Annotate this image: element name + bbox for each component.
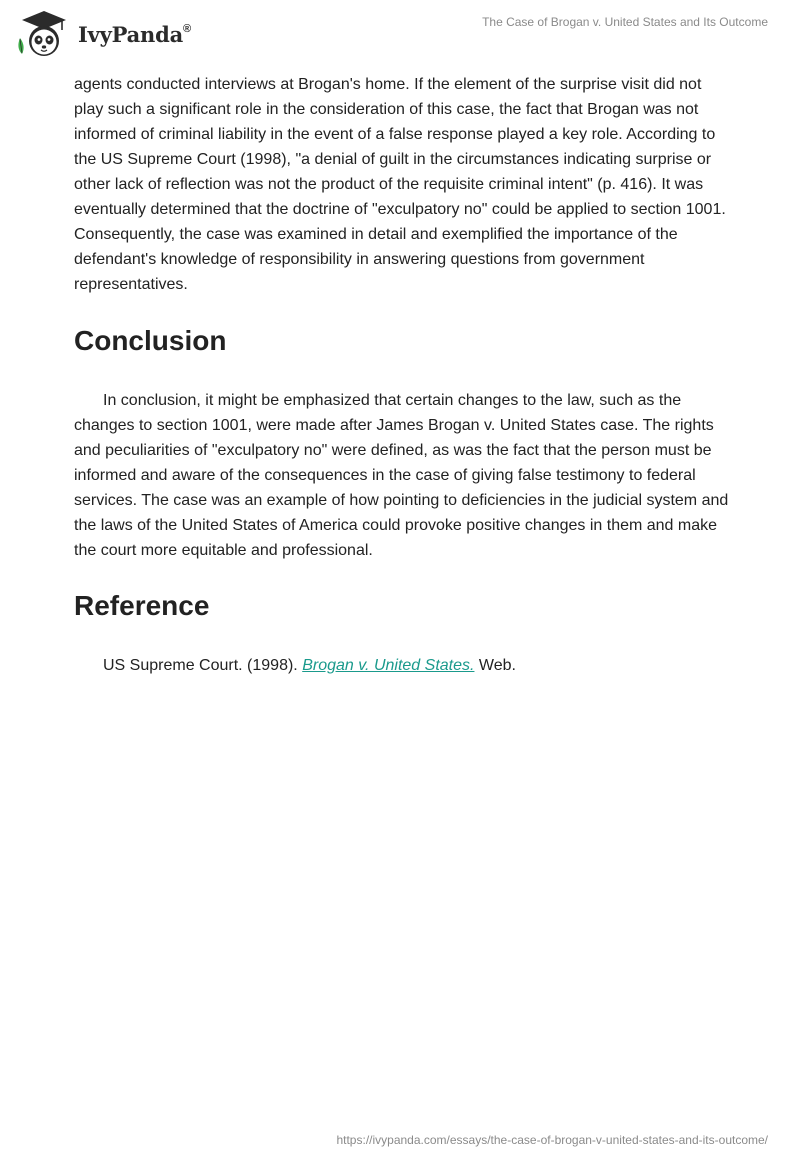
- reference-entry: [74, 653, 734, 678]
- footer-url[interactable]: https://ivypanda.com/essays/the-case-of-brogan-v-united-states-and-its-outcome/: [336, 1133, 768, 1147]
- document-title: The Case of Brogan v. United States and Its Outcome: [482, 15, 768, 29]
- panda-graduate-icon: [14, 8, 74, 60]
- logo-text: IvyPanda®: [78, 22, 191, 47]
- continued-paragraph: agents conducted interviews at Brogan's home. If the element of the surprise visit did not play such a significant role in the consideration of this case, the fact that Brogan was not informed of criminal liability in the event of a false response played a key role. According to the US Supreme Court (1998), "a denial of guilt in the circumstances indicating surprise or other lack of reflection was not the product of the requisite criminal intent" (p. 416). It was eventually determined that the doctrine of "exculpatory no" could be applied to section 1001. Consequently, the case was examined in detail and exemplified the importance of the defendant's knowledge of responsibility in answering questions from government representatives.: [74, 76, 726, 293]
- reference-link[interactable]: Brogan v. United States.: [302, 657, 475, 674]
- conclusion-paragraph: In conclusion, it might be emphasized that certain changes to the law, such as the changes to section 1001, were made after James Brogan v. United States case. The rights and peculiarities of "exculpatory no" were defined, as was the fact that the person must be informed and aware of the consequences in the case of giving false testimony to federal services. The case was an example of how pointing to deficiencies in the judicial system and the laws of the United States of America could provoke positive changes in them and make the court more equitable and professional.: [74, 392, 729, 559]
- reference-suffix: Web.: [474, 657, 516, 674]
- ivypanda-logo[interactable]: [14, 8, 189, 60]
- essay-content: [74, 72, 734, 678]
- conclusion-heading: Conclusion: [74, 325, 227, 356]
- page-header: [0, 0, 800, 70]
- reference-prefix: US Supreme Court. (1998).: [103, 657, 303, 674]
- reference-heading: Reference: [74, 590, 210, 621]
